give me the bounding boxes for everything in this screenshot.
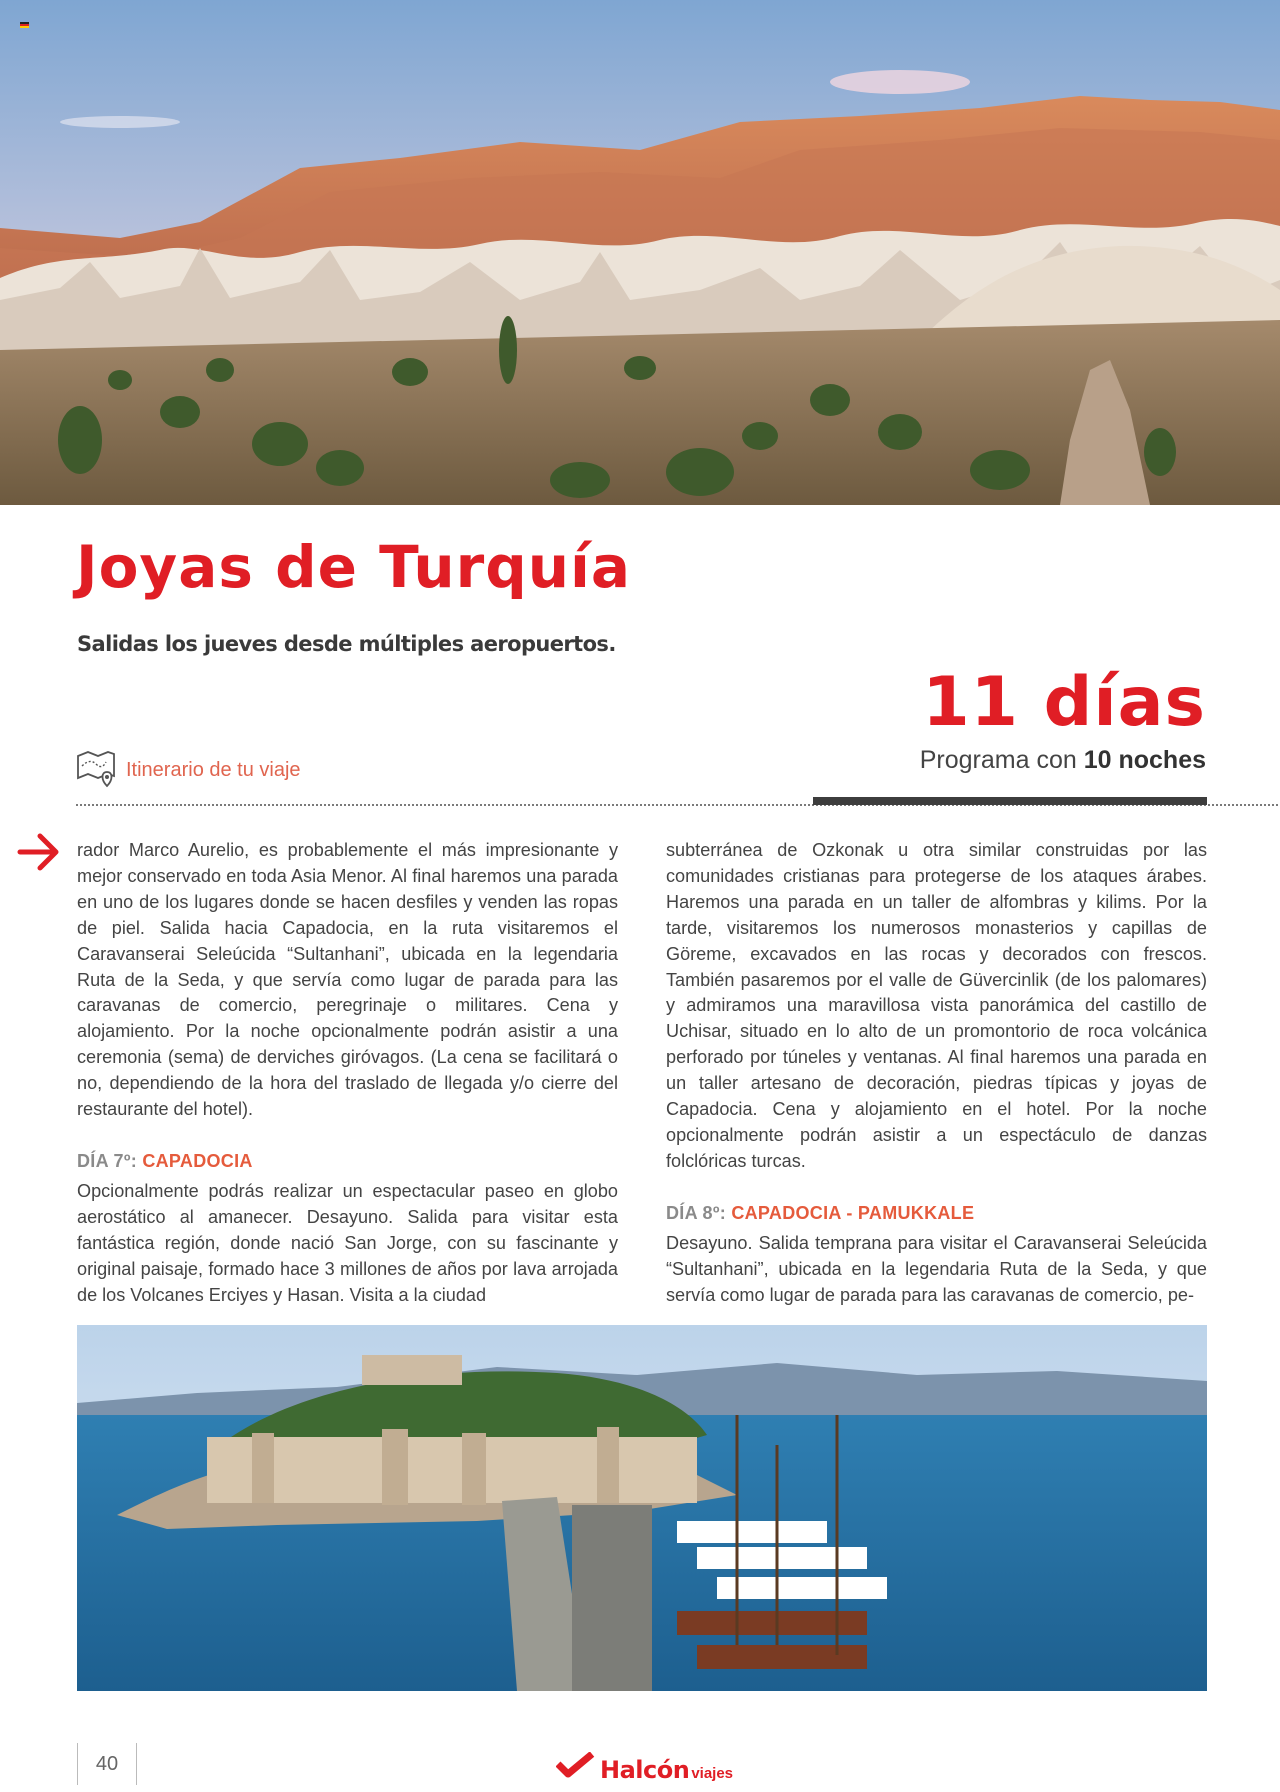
flag-icon — [20, 22, 29, 28]
day-heading: DÍA 8º: CAPADOCIA - PAMUKKALE — [666, 1202, 975, 1223]
itinerary-label: Itinerario de tu viaje — [126, 758, 301, 781]
section-bar — [813, 797, 1207, 805]
checkmark-icon — [556, 1752, 596, 1778]
text-column-left — [77, 838, 618, 1308]
paragraph: Opcionalmente podrás realizar un espectacular paseo en globo aerostático al amanecer. Desayuno. Salida para visitar esta fantástica región, donde nació San Jorge, con su fascinante y original paisaje, formado hace 3 millones de años por lava arrojada de los Volcanes Erciyes y Hasan. Visita a la ciudad — [77, 1180, 618, 1305]
itinerary-heading — [76, 750, 301, 790]
trip-duration-nights: Programa con 10 noches — [919, 746, 1206, 774]
map-pin-icon — [76, 750, 118, 790]
brand-subtitle: viajes — [691, 1765, 734, 1782]
brand-logo — [556, 1752, 733, 1784]
page-number: 40 — [77, 1743, 137, 1785]
brand-name: Halcón — [600, 1756, 690, 1784]
hero-photo-cappadocia — [0, 0, 1280, 505]
paragraph: subterránea de Ozkonak u otra similar construidas por las comunidades cristianas para protegerse de los ataques árabes. Haremos una parada en un taller de alfombras y kilims. Por la tarde, visitaremos los numerosos monasterios y capillas de Göreme, excavados en las rocas y decorados con frescos. También pasaremos por el valle de Güvercinlik (de los palomares) y admiramos una maravillosa vista panorámica del castillo de Uchisar, situado en lo alto de un promontorio de roca volcánica perforado por túneles y ventanas. Al final haremos una parada en un taller artesano de decoración, piedras típicas y joyas de Capadocia. Cena y alojamiento en el hotel. Por la noche opcionalmente podrán asistir a un espectáculo de danzas folclóricas turcas. — [666, 840, 1207, 1171]
subtitle: Salidas los jueves desde múltiples aeropuertos. — [77, 632, 616, 656]
paragraph: Desayuno. Salida temprana para visitar el Caravanserai Seleúcida “Sultanhani”, ubicada en la legendaria Ruta de la Seda, y que servía como lugar de parada para las caravanas de comercio, pe- — [666, 1232, 1207, 1305]
day-heading: DÍA 7º: CAPADOCIA — [77, 1150, 253, 1171]
paragraph: rador Marco Aurelio, es probablemente el más impresionante y mejor conservado en toda Asia Menor. Al final haremos una parada en uno de los lugares donde se hacen desfiles y venden las ropas de piel. Salida hacia Capadocia, en la ruta visitaremos el Caravanserai Seleúcida “Sultanhani”, ubicada en la legendaria Ruta de la Seda, y que servía como lugar de parada para las caravanas de comercio, peregrinaje o militares. Cena y alojamiento. Por la noche opcionalmente podrán asistir a una ceremonia (sema) de derviches giróvagos. (La cena se facilitará o no, dependiendo de la hora del traslado de llegada y/o cierre del restaurante del hotel). — [77, 840, 618, 1120]
page-title: Joyas de Turquía — [76, 533, 632, 601]
harbor-castle-photo — [77, 1325, 1207, 1691]
arrow-right-icon — [16, 828, 64, 876]
trip-duration-days: 11 días — [922, 663, 1206, 742]
text-column-right — [666, 838, 1207, 1308]
